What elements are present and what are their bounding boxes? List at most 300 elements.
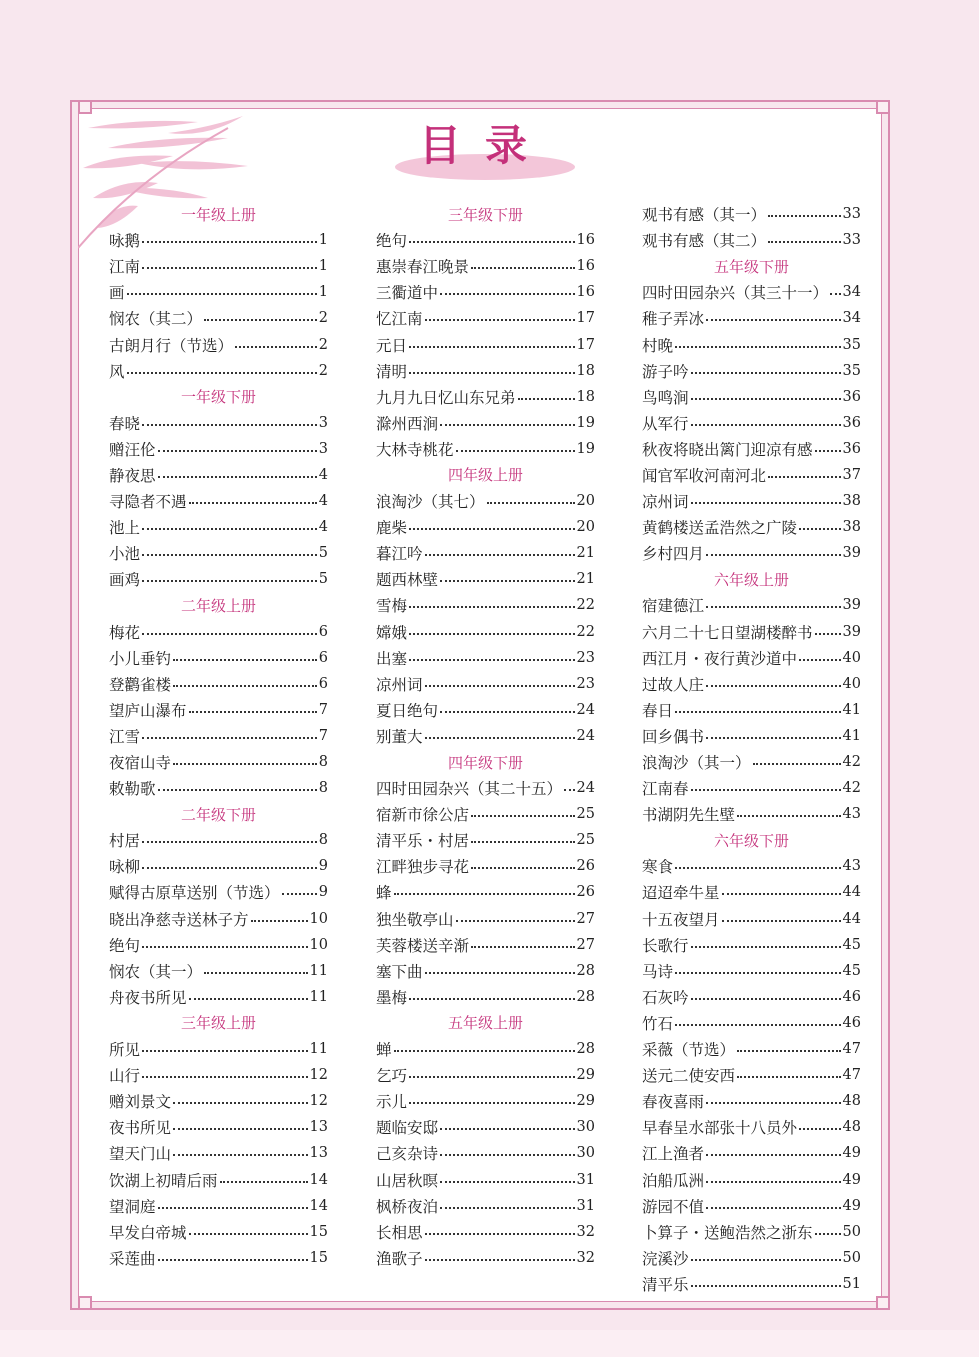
- toc-entry: [376, 801, 595, 827]
- dot-leader: [189, 502, 317, 504]
- page-number: 3: [318, 440, 328, 457]
- toc-entry: [642, 749, 861, 775]
- poem-title: 石灰吟: [642, 988, 689, 1007]
- toc-entry: [642, 1219, 861, 1245]
- dot-leader: [768, 215, 841, 217]
- page-number: 36: [842, 414, 861, 431]
- page-number: 39: [842, 623, 861, 640]
- page-number: 51: [842, 1275, 861, 1292]
- toc-entry: [376, 1166, 595, 1192]
- poem-title: 十五夜望月: [642, 910, 720, 929]
- poem-title: 三衢道中: [376, 284, 439, 303]
- page-number: 42: [842, 780, 861, 797]
- dot-leader: [204, 972, 308, 974]
- grade-section-heading: 二年级上册: [180, 596, 256, 615]
- toc-entry: [376, 879, 595, 905]
- poem-title: 芙蓉楼送辛渐: [376, 936, 470, 955]
- poem-title: 己亥杂诗: [376, 1145, 439, 1164]
- toc-entry: [109, 279, 328, 305]
- poem-title: 望洞庭: [109, 1197, 156, 1216]
- dot-leader: [456, 920, 575, 922]
- dot-leader: [737, 1050, 841, 1052]
- dot-leader: [127, 293, 317, 295]
- poem-title: 画鸡: [109, 571, 141, 590]
- toc-column-1: [109, 201, 328, 1271]
- page-number: 47: [842, 1041, 861, 1058]
- dot-leader: [394, 1050, 575, 1052]
- poem-title: 江上渔者: [642, 1145, 705, 1164]
- dot-leader: [142, 633, 317, 635]
- page-number: 20: [576, 493, 595, 510]
- page-number: 12: [309, 1067, 328, 1084]
- poem-title: 闻官军收河南河北: [642, 466, 767, 485]
- poem-title: 春日: [642, 701, 674, 720]
- page-number: 18: [576, 388, 595, 405]
- toc-entry: [376, 540, 595, 566]
- poem-title: 所见: [109, 1041, 141, 1060]
- page-number: 38: [842, 519, 861, 536]
- grade-section-heading: 五年级上册: [447, 1014, 523, 1033]
- poem-title: 舟夜书所见: [109, 988, 187, 1007]
- dot-leader: [409, 1102, 575, 1104]
- page-number: 34: [842, 310, 861, 327]
- toc-entry: [642, 1245, 861, 1271]
- poem-title: 观书有感（其二）: [642, 232, 767, 251]
- dot-leader: [440, 711, 575, 713]
- page-number: 50: [842, 1249, 861, 1266]
- dot-leader: [409, 633, 575, 635]
- poem-title: 赠刘景文: [109, 1093, 172, 1112]
- page-number: 18: [576, 362, 595, 379]
- dot-leader: [691, 998, 841, 1000]
- dot-leader: [471, 267, 575, 269]
- dot-leader: [142, 424, 317, 426]
- page-number: 8: [318, 832, 328, 849]
- dot-leader: [409, 346, 575, 348]
- poem-title: 江畔独步寻花: [376, 858, 470, 877]
- toc-entry: [642, 514, 861, 540]
- poem-title: 清平乐・村居: [376, 832, 470, 851]
- poem-title: 嫦娥: [376, 623, 408, 642]
- poem-title: 从军行: [642, 414, 689, 433]
- dot-leader: [706, 1181, 841, 1183]
- toc-entry: [109, 853, 328, 879]
- toc-entry: [376, 1114, 595, 1140]
- page-number: 6: [318, 649, 328, 666]
- page-number: 45: [842, 936, 861, 953]
- page-number: 29: [576, 1067, 595, 1084]
- toc-entry: [642, 279, 861, 305]
- toc-entry: [109, 305, 328, 331]
- dot-leader: [425, 554, 575, 556]
- page-number: 15: [309, 1223, 328, 1240]
- poem-title: 夜宿山寺: [109, 754, 172, 773]
- dot-leader: [737, 1076, 841, 1078]
- dot-leader: [691, 1259, 841, 1261]
- toc-entry: [109, 488, 328, 514]
- page-number: 1: [318, 284, 328, 301]
- dot-leader: [189, 1233, 308, 1235]
- poem-title: 四时田园杂兴（其三十一）: [642, 284, 829, 303]
- poem-title: 元日: [376, 336, 408, 355]
- grade-section-heading: 二年级下册: [180, 805, 256, 824]
- toc-entry: [376, 358, 595, 384]
- page-number: 41: [842, 727, 861, 744]
- toc-entry: [642, 619, 861, 645]
- poem-title: 暮江吟: [376, 545, 423, 564]
- dot-leader: [471, 867, 575, 869]
- toc-entry: [109, 462, 328, 488]
- toc-entry: [642, 305, 861, 331]
- toc-entry: [376, 984, 595, 1010]
- toc-entry: [376, 592, 595, 618]
- page-number: 37: [842, 466, 861, 483]
- page-number: 11: [309, 1041, 328, 1058]
- page-number: 39: [842, 597, 861, 614]
- poem-title: 江雪: [109, 727, 141, 746]
- page-number: 13: [309, 1145, 328, 1162]
- page-number: 30: [576, 1119, 595, 1136]
- page-number: 28: [576, 962, 595, 979]
- page-number: 25: [576, 806, 595, 823]
- poem-title: 赠汪伦: [109, 440, 156, 459]
- page-number: 10: [309, 936, 328, 953]
- page-number: 1: [318, 232, 328, 249]
- poem-title: 晓出净慈寺送林子方: [109, 910, 249, 929]
- page-number: 7: [318, 701, 328, 718]
- toc-entry: [109, 566, 328, 592]
- dot-leader: [189, 711, 317, 713]
- page-number: 30: [576, 1145, 595, 1162]
- toc-entry: [376, 227, 595, 253]
- toc-entry: [376, 305, 595, 331]
- page-number: 40: [842, 649, 861, 666]
- poem-title: 寻隐者不遇: [109, 493, 187, 512]
- page-number: 3: [318, 414, 328, 431]
- toc-entry: [376, 1088, 595, 1114]
- poem-title: 望庐山瀑布: [109, 701, 187, 720]
- page-number: 1: [318, 258, 328, 275]
- toc-entry: [109, 514, 328, 540]
- page-number: 4: [318, 493, 328, 510]
- toc-entry: [642, 201, 861, 227]
- dot-leader: [799, 1128, 841, 1130]
- toc-entry: [642, 671, 861, 697]
- dot-leader: [691, 424, 841, 426]
- dot-leader: [440, 424, 575, 426]
- poem-title: 江南: [109, 258, 141, 277]
- poem-title: 西江月・夜行黄沙道中: [642, 649, 798, 668]
- page-number: 32: [576, 1223, 595, 1240]
- poem-title: 江南春: [642, 780, 689, 799]
- page-number: 9: [318, 858, 328, 875]
- page-number: 9: [318, 884, 328, 901]
- grade-section-heading: 六年级上册: [713, 570, 789, 589]
- toc-entry: [642, 984, 861, 1010]
- grade-section-heading: 一年级下册: [180, 388, 256, 407]
- dot-leader: [440, 580, 575, 582]
- page-number: 36: [842, 388, 861, 405]
- page-number: 14: [309, 1171, 328, 1188]
- page-number: 8: [318, 780, 328, 797]
- poem-title: 过故人庄: [642, 675, 705, 694]
- poem-title: 春晓: [109, 414, 141, 433]
- toc-entry: [376, 1062, 595, 1088]
- toc-entry: [642, 1166, 861, 1192]
- page-number: 48: [842, 1093, 861, 1110]
- page-number: 2: [318, 310, 328, 327]
- dot-leader: [737, 815, 841, 817]
- poem-title: 山行: [109, 1067, 141, 1086]
- toc-entry: [642, 1193, 861, 1219]
- poem-title: 独坐敬亭山: [376, 910, 454, 929]
- poem-title: 浪淘沙（其一）: [642, 754, 751, 773]
- toc-entry: [109, 1114, 328, 1140]
- dot-leader: [691, 398, 841, 400]
- toc-entry: [109, 1036, 328, 1062]
- toc-entry: [642, 488, 861, 514]
- toc-entry: [376, 645, 595, 671]
- page-number: 5: [318, 571, 328, 588]
- dot-leader: [220, 1181, 308, 1183]
- dot-leader: [425, 685, 575, 687]
- poem-title: 秋夜将晓出篱门迎凉有感: [642, 440, 813, 459]
- poem-title: 游园不值: [642, 1197, 705, 1216]
- toc-entry: [642, 358, 861, 384]
- toc-entry: [642, 1114, 861, 1140]
- dot-leader: [815, 1233, 841, 1235]
- poem-title: 雪梅: [376, 597, 408, 616]
- toc-entry: [376, 827, 595, 853]
- dot-leader: [675, 1024, 841, 1026]
- toc-entry: [376, 1193, 595, 1219]
- toc-entry: [376, 1036, 595, 1062]
- poem-title: 马诗: [642, 962, 674, 981]
- dot-leader: [142, 554, 317, 556]
- page-number: 43: [842, 858, 861, 875]
- page-number: 15: [309, 1249, 328, 1266]
- page-number: 41: [842, 701, 861, 718]
- dot-leader: [799, 528, 841, 530]
- poem-title: 游子吟: [642, 362, 689, 381]
- page-number: 43: [842, 806, 861, 823]
- toc-entry: [642, 775, 861, 801]
- dot-leader: [425, 737, 575, 739]
- poem-title: 题西林壁: [376, 571, 439, 590]
- toc-entry: [109, 410, 328, 436]
- page-number: 32: [576, 1249, 595, 1266]
- page-number: 46: [842, 988, 861, 1005]
- toc-entry: [109, 253, 328, 279]
- dot-leader: [440, 1207, 575, 1209]
- toc-entry: [109, 906, 328, 932]
- page-number: 26: [576, 858, 595, 875]
- grade-section-heading: 一年级上册: [180, 205, 256, 224]
- dot-leader: [173, 1102, 308, 1104]
- dot-leader: [409, 606, 575, 608]
- toc-entry: [109, 1062, 328, 1088]
- page-number: 6: [318, 623, 328, 640]
- dot-leader: [409, 998, 575, 1000]
- dot-leader: [691, 502, 841, 504]
- toc-entry: [109, 645, 328, 671]
- grade-section-heading: 四年级下册: [447, 753, 523, 772]
- poem-title: 悯农（其二）: [109, 310, 203, 329]
- page-number: 42: [842, 754, 861, 771]
- toc-entry: [642, 853, 861, 879]
- toc-entry: [376, 1140, 595, 1166]
- poem-title: 夏日绝句: [376, 701, 439, 720]
- page-number: 23: [576, 649, 595, 666]
- poem-title: 鹿柴: [376, 519, 408, 538]
- toc-entry: [376, 723, 595, 749]
- dot-leader: [158, 450, 317, 452]
- toc-entry: [376, 853, 595, 879]
- dot-leader: [564, 789, 575, 791]
- toc-entry: [642, 879, 861, 905]
- poem-title: 风: [109, 362, 125, 381]
- dot-leader: [409, 659, 575, 661]
- poem-title: 浪淘沙（其七）: [376, 493, 485, 512]
- poem-title: 九月九日忆山东兄弟: [376, 388, 516, 407]
- dot-leader: [142, 946, 308, 948]
- dot-leader: [142, 867, 317, 869]
- grade-section-heading: 三年级上册: [180, 1014, 256, 1033]
- poem-title: 迢迢牵牛星: [642, 884, 720, 903]
- dot-leader: [142, 241, 317, 243]
- page-number: 16: [576, 284, 595, 301]
- dot-leader: [173, 763, 317, 765]
- poem-title: 长相思: [376, 1223, 423, 1242]
- dot-leader: [706, 1207, 841, 1209]
- poem-title: 滁州西涧: [376, 414, 439, 433]
- toc-entry: [642, 462, 861, 488]
- dot-leader: [173, 659, 317, 661]
- poem-title: 示儿: [376, 1093, 408, 1112]
- dot-leader: [142, 1076, 308, 1078]
- toc-entry: [642, 227, 861, 253]
- page-number: 34: [842, 284, 861, 301]
- page-number: 12: [309, 1093, 328, 1110]
- dot-leader: [173, 1128, 308, 1130]
- poem-title: 清明: [376, 362, 408, 381]
- page-number: 2: [318, 336, 328, 353]
- poem-title: 山居秋暝: [376, 1171, 439, 1190]
- poem-title: 六月二十七日望湖楼醉书: [642, 623, 813, 642]
- toc-entry: [109, 1219, 328, 1245]
- poem-title: 清平乐: [642, 1275, 689, 1294]
- poem-title: 蜂: [376, 884, 392, 903]
- page-number: 38: [842, 493, 861, 510]
- grade-section-heading: 六年级下册: [713, 831, 789, 850]
- toc-entry: [376, 958, 595, 984]
- poem-title: 绝句: [376, 232, 408, 251]
- toc-entry: [642, 410, 861, 436]
- dot-leader: [189, 998, 308, 1000]
- toc-entry: [642, 1271, 861, 1297]
- toc-entry: [376, 566, 595, 592]
- toc-entry: [376, 436, 595, 462]
- page-number: 28: [576, 988, 595, 1005]
- toc-entry: [109, 958, 328, 984]
- toc-entry: [109, 1140, 328, 1166]
- page-number: 26: [576, 884, 595, 901]
- dot-leader: [706, 554, 841, 556]
- poem-title: 静夜思: [109, 466, 156, 485]
- toc-entry: [642, 592, 861, 618]
- poem-title: 小池: [109, 545, 141, 564]
- toc-entry: [642, 1140, 861, 1166]
- poem-title: 鸟鸣涧: [642, 388, 689, 407]
- dot-leader: [142, 580, 317, 582]
- toc-entry: [642, 723, 861, 749]
- dot-leader: [173, 685, 317, 687]
- dot-leader: [706, 685, 841, 687]
- dot-leader: [471, 815, 575, 817]
- dot-leader: [706, 606, 841, 608]
- page-number: 49: [842, 1171, 861, 1188]
- toc-entry: [109, 775, 328, 801]
- page-number: 14: [309, 1197, 328, 1214]
- page-number: 17: [576, 336, 595, 353]
- dot-leader: [425, 1233, 575, 1235]
- page-title: 目录: [418, 121, 551, 170]
- toc-entry: [642, 540, 861, 566]
- page-number: 21: [576, 545, 595, 562]
- poem-title: 寒食: [642, 858, 674, 877]
- dot-leader: [440, 1154, 575, 1156]
- toc-entry: [376, 619, 595, 645]
- page-number: 23: [576, 675, 595, 692]
- dot-leader: [173, 1154, 308, 1156]
- toc-entry: [109, 540, 328, 566]
- toc-entry: [376, 697, 595, 723]
- page-number: 46: [842, 1014, 861, 1031]
- poem-title: 惠崇春江晚景: [376, 258, 470, 277]
- toc-entry: [109, 227, 328, 253]
- dot-leader: [127, 372, 317, 374]
- poem-title: 宿新市徐公店: [376, 806, 470, 825]
- dot-leader: [425, 1259, 575, 1261]
- page-number: 50: [842, 1223, 861, 1240]
- toc-entry: [109, 879, 328, 905]
- page-number: 44: [842, 884, 861, 901]
- toc-entry: [642, 801, 861, 827]
- toc-entry: [109, 723, 328, 749]
- dot-leader: [815, 450, 841, 452]
- poem-title: 登鹳雀楼: [109, 675, 172, 694]
- poem-title: 池上: [109, 519, 141, 538]
- page-number: 5: [318, 545, 328, 562]
- toc-entry: [376, 1219, 595, 1245]
- page-number: 11: [309, 962, 328, 979]
- dot-leader: [675, 711, 841, 713]
- page-background-band: [0, 1330, 979, 1357]
- dot-leader: [158, 789, 317, 791]
- dot-leader: [456, 450, 575, 452]
- toc-entry: [642, 1036, 861, 1062]
- page-number: 22: [576, 623, 595, 640]
- dot-leader: [706, 737, 841, 739]
- poem-title: 咏柳: [109, 858, 141, 877]
- dot-leader: [158, 1259, 308, 1261]
- poem-title: 蝉: [376, 1041, 392, 1060]
- poem-title: 出塞: [376, 649, 408, 668]
- toc-entry: [642, 932, 861, 958]
- poem-title: 古朗月行（节选）: [109, 336, 234, 355]
- dot-leader: [142, 841, 317, 843]
- dot-leader: [675, 867, 841, 869]
